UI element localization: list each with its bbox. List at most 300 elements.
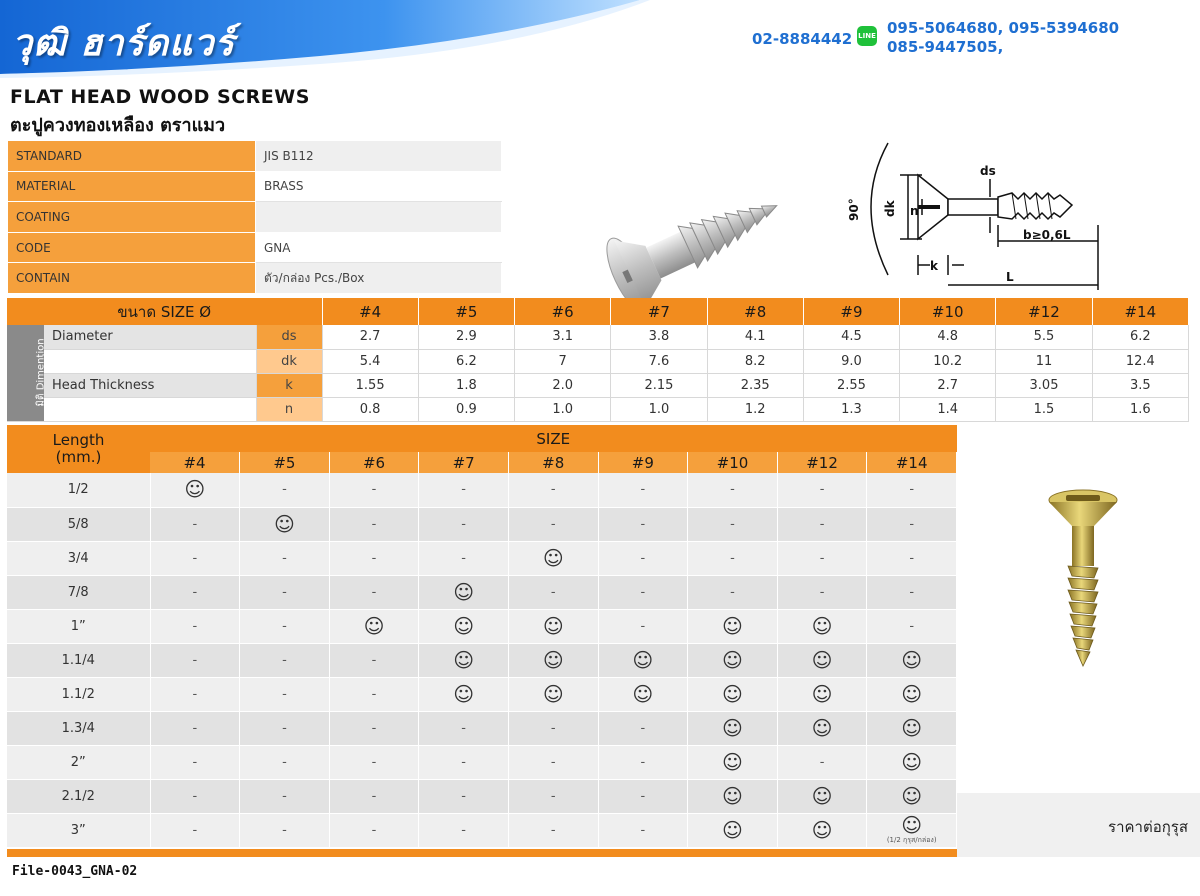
dash-mark: -: [371, 550, 377, 566]
dimension-value: 2.0: [515, 373, 611, 397]
dash-mark: -: [192, 720, 198, 736]
dash-mark: -: [282, 550, 287, 566]
unavailable-cell: [777, 541, 867, 575]
diagram-L: L: [1006, 270, 1014, 284]
availability-cell: [508, 541, 598, 575]
size-header: SIZE: [150, 425, 957, 452]
dash-mark: -: [282, 584, 287, 600]
dimension-value: 4.1: [707, 325, 803, 349]
smiley-icon: ☺: [811, 817, 833, 842]
dimension-value: 2.7: [900, 373, 996, 397]
smiley-icon: ☺: [811, 647, 833, 672]
unavailable-cell: [329, 813, 419, 847]
dimension-value: 2.7: [322, 325, 418, 349]
dash-mark: -: [909, 584, 915, 600]
dimension-value: 2.35: [707, 373, 803, 397]
smiley-icon: ☺: [542, 647, 564, 672]
unavailable-cell: [329, 507, 419, 541]
dimension-value: 6.2: [1092, 325, 1188, 349]
spec-value: GNA: [256, 232, 502, 263]
dash-mark: -: [282, 720, 287, 736]
dimension-table: [7, 298, 1189, 422]
unavailable-cell: [688, 473, 778, 507]
diagram-dk: dk: [883, 200, 897, 217]
diagram-b: b≥0,6L: [1023, 228, 1071, 242]
dimension-value: 3.8: [611, 325, 707, 349]
availability-cell: [240, 507, 330, 541]
dash-mark: -: [461, 754, 466, 770]
dash-mark: -: [371, 720, 377, 736]
smiley-icon: ☺: [542, 545, 564, 570]
unavailable-cell: [508, 813, 598, 847]
price-box: [957, 793, 1200, 857]
length-size-header: #8: [508, 452, 598, 473]
dimension-value: 5.5: [996, 325, 1092, 349]
dimension-value: 6.2: [418, 349, 514, 373]
length-row: [7, 711, 957, 745]
unavailable-cell: [688, 507, 778, 541]
dash-mark: -: [640, 788, 646, 804]
dash-mark: -: [730, 584, 735, 600]
unavailable-cell: [240, 609, 330, 643]
availability-cell: [867, 711, 957, 745]
smiley-icon: ☺: [901, 681, 923, 706]
availability-cell: [777, 813, 867, 847]
unavailable-cell: [240, 473, 330, 507]
smiley-icon: ☺: [811, 715, 833, 740]
availability-cell: [777, 711, 867, 745]
length-size-header: #5: [240, 452, 330, 473]
dimension-value: 2.55: [803, 373, 899, 397]
dimension-value: 1.4: [900, 397, 996, 421]
dimension-label: Head Thickness: [44, 373, 256, 397]
length-table: [7, 425, 957, 848]
spec-row: [8, 232, 502, 263]
unavailable-cell: [777, 507, 867, 541]
dimension-value: 1.6: [1092, 397, 1188, 421]
availability-cell: [688, 779, 778, 813]
availability-cell: [777, 643, 867, 677]
dash-mark: -: [730, 482, 735, 498]
availability-cell: [688, 711, 778, 745]
length-label: 3/4: [7, 541, 150, 575]
dimension-value: 10.2: [900, 349, 996, 373]
unavailable-cell: [240, 779, 330, 813]
unavailable-cell: [598, 507, 688, 541]
product-title-th: ตะปูควงทองเหลือง ตราแมว: [10, 115, 226, 136]
unavailable-cell: [598, 609, 688, 643]
unavailable-cell: [867, 609, 957, 643]
spec-row: [8, 202, 502, 233]
dimension-row: [7, 325, 1189, 349]
smiley-icon: ☺: [632, 681, 654, 706]
smiley-icon: ☺: [722, 681, 743, 706]
unavailable-cell: [419, 779, 509, 813]
length-label: 2”: [7, 745, 150, 779]
length-row: [7, 745, 957, 779]
dimension-value: 0.9: [418, 397, 514, 421]
product-title-en: FLAT HEAD WOOD SCREWS: [10, 86, 310, 108]
dimension-value: 1.55: [322, 373, 418, 397]
length-row: [7, 609, 957, 643]
dash-mark: -: [371, 822, 377, 838]
smiley-icon: ☺: [453, 613, 475, 638]
availability-cell: [777, 677, 867, 711]
dash-mark: -: [371, 686, 377, 702]
smiley-icon: ☺: [901, 812, 923, 837]
dash-mark: -: [282, 822, 287, 838]
unavailable-cell: [508, 473, 598, 507]
length-row: [7, 507, 957, 541]
unavailable-cell: [150, 643, 240, 677]
unavailable-cell: [508, 575, 598, 609]
availability-cell: [688, 745, 778, 779]
dash-mark: -: [371, 516, 377, 532]
unavailable-cell: [329, 711, 419, 745]
dash-mark: -: [371, 584, 377, 600]
smiley-icon: ☺: [184, 477, 206, 502]
unavailable-cell: [777, 473, 867, 507]
price-note: ราคาต่อกุรุส: [1108, 818, 1188, 836]
dash-mark: -: [819, 550, 825, 566]
unavailable-cell: [777, 745, 867, 779]
dash-mark: -: [550, 754, 556, 770]
footer-bar: [7, 849, 957, 857]
unavailable-cell: [419, 813, 509, 847]
length-label: 1.1/2: [7, 677, 150, 711]
spec-key: COATING: [8, 202, 256, 233]
spec-value: BRASS: [256, 171, 502, 202]
dash-mark: -: [640, 482, 646, 498]
dimension-value: 1.5: [996, 397, 1092, 421]
unavailable-cell: [598, 779, 688, 813]
unavailable-cell: [598, 745, 688, 779]
dash-mark: -: [819, 584, 825, 600]
size-column-header: #14: [1092, 298, 1188, 325]
dash-mark: -: [371, 754, 377, 770]
unavailable-cell: [419, 541, 509, 575]
dash-mark: -: [282, 652, 287, 668]
file-id: File-0043_GNA-02: [12, 864, 138, 879]
length-size-header: #4: [150, 452, 240, 473]
dash-mark: -: [909, 618, 915, 634]
unavailable-cell: [240, 643, 330, 677]
size-column-header: #6: [515, 298, 611, 325]
unavailable-cell: [329, 643, 419, 677]
smiley-icon: ☺: [811, 613, 833, 638]
dimension-value: 12.4: [1092, 349, 1188, 373]
unavailable-cell: [329, 745, 419, 779]
dash-mark: -: [640, 550, 646, 566]
technical-diagram: [840, 135, 1110, 295]
dimension-value: 2.15: [611, 373, 707, 397]
dash-mark: -: [282, 482, 287, 498]
dimension-value: 3.1: [515, 325, 611, 349]
dimension-side-text: มิติ Dimention: [35, 338, 47, 407]
diagram-angle: 90°: [847, 198, 861, 221]
dash-mark: -: [192, 652, 198, 668]
length-label: 3”: [7, 813, 150, 847]
dimension-value: 4.8: [900, 325, 996, 349]
unavailable-cell: [240, 677, 330, 711]
availability-cell: [867, 813, 957, 847]
availability-cell: [508, 677, 598, 711]
unavailable-cell: [150, 677, 240, 711]
smiley-icon: ☺: [722, 783, 743, 808]
unavailable-cell: [508, 711, 598, 745]
dash-mark: -: [192, 788, 198, 804]
unavailable-cell: [419, 745, 509, 779]
length-label: 1.1/4: [7, 643, 150, 677]
availability-cell: [867, 745, 957, 779]
phone-list[interactable]: [887, 19, 1119, 57]
unavailable-cell: [150, 711, 240, 745]
dash-mark: -: [461, 788, 466, 804]
phones-line-1[interactable]: 095-5064680, 095-5394680: [887, 19, 1120, 37]
dimension-row: [7, 373, 1189, 397]
length-row: [7, 473, 957, 507]
dash-mark: -: [282, 788, 287, 804]
unavailable-cell: [598, 575, 688, 609]
length-size-header: #12: [777, 452, 867, 473]
dash-mark: -: [819, 482, 825, 498]
dimension-value: 7.6: [611, 349, 707, 373]
unavailable-cell: [777, 575, 867, 609]
smiley-icon: ☺: [363, 613, 385, 638]
dash-mark: -: [550, 584, 556, 600]
availability-cell: [598, 677, 688, 711]
phones-line-2[interactable]: 085-9447505,: [887, 38, 1004, 56]
smiley-icon: ☺: [722, 817, 743, 842]
phone-main[interactable]: 02-8884442: [752, 30, 853, 48]
dimension-value: 7: [515, 349, 611, 373]
unavailable-cell: [150, 575, 240, 609]
availability-cell: [777, 609, 867, 643]
size-column-header: #12: [996, 298, 1092, 325]
dimension-symbol: k: [256, 373, 322, 397]
availability-cell: [419, 575, 509, 609]
availability-cell: [419, 643, 509, 677]
dimension-value: 1.3: [803, 397, 899, 421]
length-size-header: #14: [867, 452, 957, 473]
smiley-icon: ☺: [811, 783, 833, 808]
dash-mark: -: [282, 618, 287, 634]
length-label: 7/8: [7, 575, 150, 609]
length-row: [7, 575, 957, 609]
dash-mark: -: [192, 822, 198, 838]
dash-mark: -: [819, 754, 825, 770]
length-label: 1.3/4: [7, 711, 150, 745]
unavailable-cell: [150, 779, 240, 813]
dimension-label: [44, 397, 256, 421]
unavailable-cell: [419, 711, 509, 745]
unavailable-cell: [598, 473, 688, 507]
spec-key: STANDARD: [8, 141, 256, 172]
unavailable-cell: [508, 507, 598, 541]
spec-table: [7, 140, 502, 294]
unavailable-cell: [867, 541, 957, 575]
availability-cell: [508, 609, 598, 643]
availability-cell: [867, 677, 957, 711]
spec-value: ตัว/กล่อง Pcs./Box: [256, 263, 502, 294]
unavailable-cell: [329, 677, 419, 711]
dash-mark: -: [282, 754, 287, 770]
unavailable-cell: [508, 745, 598, 779]
dash-mark: -: [461, 516, 466, 532]
box-quantity-note: (1/2 กุรุส/กล่อง): [886, 835, 937, 844]
availability-cell: [598, 643, 688, 677]
dimension-value: 11: [996, 349, 1092, 373]
dimension-row: [7, 349, 1189, 373]
availability-cell: [867, 643, 957, 677]
unavailable-cell: [150, 745, 240, 779]
dimension-label: [44, 349, 256, 373]
dash-mark: -: [730, 550, 735, 566]
dash-mark: -: [371, 652, 377, 668]
length-size-header: #6: [329, 452, 419, 473]
smiley-icon: ☺: [722, 613, 743, 638]
unavailable-cell: [150, 813, 240, 847]
smiley-icon: ☺: [453, 579, 475, 604]
unavailable-cell: [240, 541, 330, 575]
silver-screw-image: [585, 160, 795, 310]
unavailable-cell: [329, 473, 419, 507]
dimension-value: 0.8: [322, 397, 418, 421]
spec-row: [8, 171, 502, 202]
smiley-icon: ☺: [632, 647, 654, 672]
availability-cell: [508, 643, 598, 677]
unavailable-cell: [867, 473, 957, 507]
dash-mark: -: [461, 720, 466, 736]
length-row: [7, 677, 957, 711]
dash-mark: -: [192, 584, 198, 600]
unavailable-cell: [240, 575, 330, 609]
spec-key: CONTAIN: [8, 263, 256, 294]
length-row: [7, 813, 957, 847]
dash-mark: -: [550, 482, 556, 498]
unavailable-cell: [329, 779, 419, 813]
dash-mark: -: [461, 822, 466, 838]
size-column-header: #8: [707, 298, 803, 325]
dimension-value: 9.0: [803, 349, 899, 373]
dash-mark: -: [371, 788, 377, 804]
dimension-symbol: ds: [256, 325, 322, 349]
unavailable-cell: [508, 779, 598, 813]
spec-row: [8, 141, 502, 172]
dimension-value: 1.8: [418, 373, 514, 397]
length-label: 1”: [7, 609, 150, 643]
dash-mark: -: [192, 754, 198, 770]
availability-cell: [777, 779, 867, 813]
dash-mark: -: [640, 584, 646, 600]
unavailable-cell: [150, 507, 240, 541]
dash-mark: -: [461, 482, 466, 498]
dimension-symbol: dk: [256, 349, 322, 373]
dimension-value: 2.9: [418, 325, 514, 349]
size-column-header: #9: [803, 298, 899, 325]
dash-mark: -: [550, 788, 556, 804]
spec-key: CODE: [8, 232, 256, 263]
availability-cell: [688, 609, 778, 643]
dash-mark: -: [192, 516, 198, 532]
dash-mark: -: [909, 516, 915, 532]
dash-mark: -: [640, 618, 646, 634]
dimension-row: [7, 397, 1189, 421]
smiley-icon: ☺: [722, 647, 743, 672]
smiley-icon: ☺: [901, 715, 923, 740]
dimension-value: 4.5: [803, 325, 899, 349]
dash-mark: -: [909, 550, 915, 566]
dash-mark: -: [550, 516, 556, 532]
length-size-header: #9: [598, 452, 688, 473]
dimension-value: 1.2: [707, 397, 803, 421]
length-size-header: #10: [688, 452, 778, 473]
dimension-value: 8.2: [707, 349, 803, 373]
smiley-icon: ☺: [901, 749, 923, 774]
smiley-icon: ☺: [811, 681, 833, 706]
dimension-value: 5.4: [322, 349, 418, 373]
availability-cell: [867, 779, 957, 813]
unavailable-cell: [329, 575, 419, 609]
unavailable-cell: [329, 541, 419, 575]
unavailable-cell: [867, 507, 957, 541]
smiley-icon: ☺: [722, 749, 743, 774]
availability-cell: [688, 813, 778, 847]
dash-mark: -: [550, 822, 556, 838]
dash-mark: -: [192, 686, 198, 702]
length-size-header: #7: [419, 452, 509, 473]
dash-mark: -: [192, 618, 198, 634]
length-header-line-1: Length: [52, 431, 105, 449]
unavailable-cell: [598, 541, 688, 575]
length-row: [7, 643, 957, 677]
smiley-icon: ☺: [722, 715, 743, 740]
unavailable-cell: [867, 575, 957, 609]
dimension-symbol: n: [256, 397, 322, 421]
dash-mark: -: [550, 720, 556, 736]
diagram-k: k: [930, 259, 938, 273]
brass-screw-image: [1038, 478, 1128, 678]
length-label: 1/2: [7, 473, 150, 507]
dash-mark: -: [640, 720, 646, 736]
dimension-value: 3.5: [1092, 373, 1188, 397]
availability-cell: [150, 473, 240, 507]
dash-mark: -: [640, 754, 646, 770]
diagram-ds: ds: [980, 164, 996, 178]
length-row: [7, 541, 957, 575]
spec-key: MATERIAL: [8, 171, 256, 202]
smiley-icon: ☺: [901, 783, 923, 808]
size-column-header: #4: [322, 298, 418, 325]
length-header-line-2: (mm.): [55, 448, 102, 466]
unavailable-cell: [688, 541, 778, 575]
brand-name: วุฒิ ฮาร์ดแวร์: [12, 23, 235, 64]
dash-mark: -: [371, 482, 377, 498]
dash-mark: -: [461, 550, 466, 566]
unavailable-cell: [240, 745, 330, 779]
length-row: [7, 779, 957, 813]
size-column-header: #10: [900, 298, 996, 325]
availability-cell: [329, 609, 419, 643]
dash-mark: -: [192, 550, 198, 566]
smiley-icon: ☺: [453, 647, 475, 672]
dash-mark: -: [282, 686, 287, 702]
smiley-icon: ☺: [453, 681, 475, 706]
unavailable-cell: [150, 541, 240, 575]
availability-cell: [688, 677, 778, 711]
size-column-header: #7: [611, 298, 707, 325]
spec-value: [256, 202, 502, 233]
